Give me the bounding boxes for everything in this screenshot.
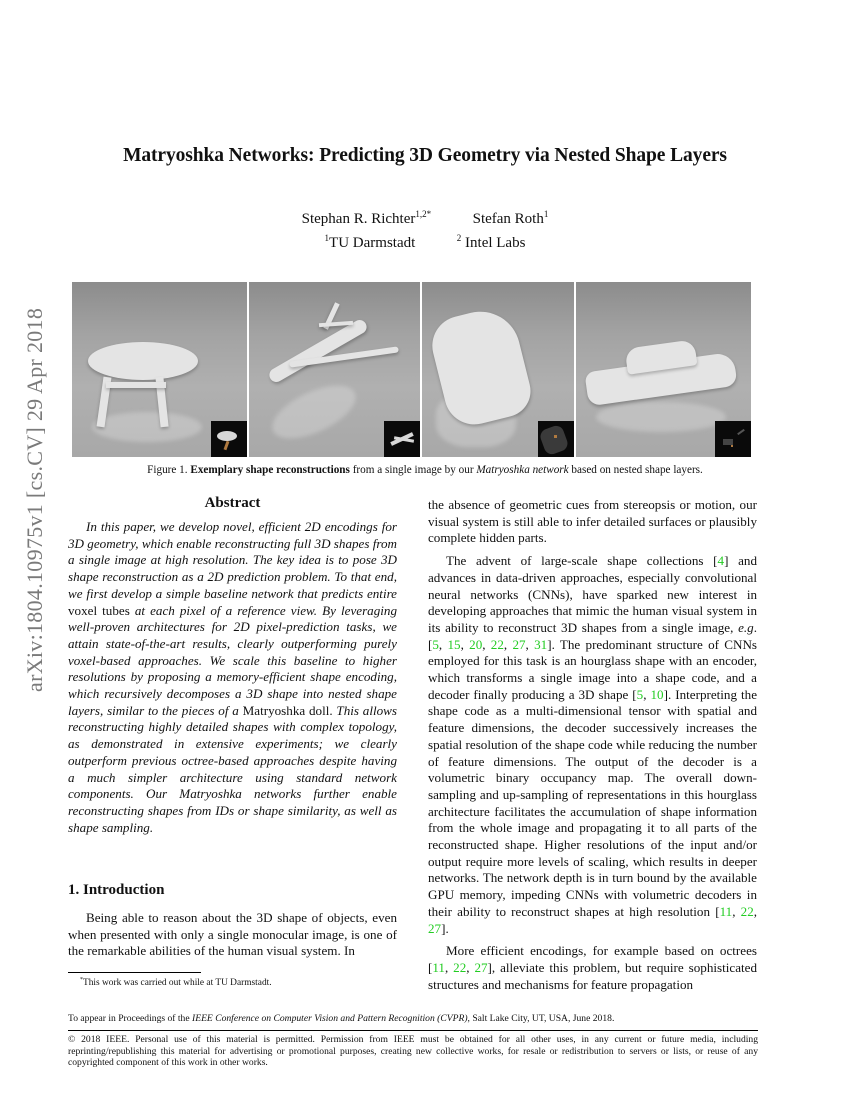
caption-label: Figure 1. [147, 464, 191, 476]
input-image-thumbnail [211, 421, 247, 457]
intro-paragraph: Being able to reason about the 3D shape of objects, even when presented with only a single monocular image, is one of the remarkable abilities of the human visual system. In [68, 910, 397, 959]
caption-text: based on nested shape layers. [568, 464, 703, 476]
citation-link[interactable]: 5 [636, 686, 644, 702]
figure-panel-sedan [576, 282, 751, 457]
text: e.g [738, 619, 754, 635]
text: , Salt Lake City, UT, USA, June 2018. [467, 1013, 615, 1024]
abstract-body [68, 519, 397, 836]
citation-link[interactable]: 10 [650, 686, 664, 702]
copyright-notice: © 2018 IEEE. Personal use of this material is permitted. Permission from IEEE must be obtained for all other uses, in any current or future media, including reprinting/republishing this material for advertising or promotional purposes, creating new collective works, for resale or redistribution to servers or lists, or reuse of any copyrighted component of this work in other works. [68, 1034, 758, 1069]
citation-link[interactable]: 4 [717, 553, 725, 569]
text: . [ [428, 619, 757, 652]
author-affiliation-mark: 1,2* [415, 209, 432, 219]
citation-link[interactable]: 27 [512, 636, 526, 652]
citation-link[interactable]: 11 [719, 903, 733, 919]
text: ]. The predominant structure of CNNs employed for this task is an hourglass shape with an encoder, which transforms a single image into a shape code, and a decoder finally producing a 3D shape [ [428, 636, 758, 702]
text: More efficient encodings, for example based on octrees [ [428, 943, 757, 975]
paper-title: Matryoshka Networks: Predicting 3D Geometry via Nested Shape Layers [123, 145, 727, 166]
citation-link[interactable]: 11 [432, 959, 445, 975]
citation-link[interactable]: 27 [474, 959, 488, 975]
introduction-heading: 1. Introduction [68, 882, 165, 898]
introduction-left-column [68, 910, 397, 960]
affiliation-mark: 1 [324, 233, 330, 243]
arxiv-stamp: arXiv:1804.10975v1 [cs.CV] 29 Apr 2018 [22, 307, 47, 692]
affiliation: TU Darmstadt [329, 235, 416, 251]
caption-italic: Matryoshka network [476, 464, 569, 476]
citation-link[interactable]: 22 [453, 959, 467, 975]
table-render [88, 342, 198, 380]
footnote [80, 977, 272, 988]
caption-text: from a single image by our [349, 464, 477, 476]
introduction-right-column [428, 497, 757, 993]
venue-name: IEEE Conference on Computer Vision and Pattern Recognition (CVPR) [192, 1013, 468, 1024]
abstract-text-upright: voxel tubes [68, 602, 130, 618]
intro-paragraph: the absence of geometric cues from stereopsis or motion, our visual system is still able to infer detailed surfaces or plausibly complete hidden parts. [428, 497, 757, 546]
text: To appear in Proceedings of the [68, 1013, 193, 1024]
affiliation-mark: 2 [456, 233, 462, 243]
figure-panel-airplane [249, 282, 420, 457]
citation-link[interactable]: 20 [469, 636, 483, 652]
text: ] and advances in data-driven approaches, especially convolutional neural networks (CNNs), have sparked new interest in developing approaches that mimic the human visual system in its ability to reconstruct 3D shapes from a single image, [428, 553, 757, 635]
input-image-thumbnail [384, 421, 420, 457]
intro-paragraph: The advent of large-scale shape collections [4] and advances in data-driven approaches, especially convolutional neural networks (CNNs), have sparked new interest in developing approaches that mimic the human visual system in its ability to reconstruct 3D shapes from a single image, e.g. [5, 15, 20, 22, 27, 31]. The predominant structure of CNNs employed for this task is an hourglass shape with an encoder, which transforms a single image into a shape code, and a decoder finally producing a 3D shape [5, 10]. Interpreting the shape code as a multi-dimensional tensor with spatial and feature dimensions, the decoder successively increases the spatial resolution of the shape code while reducing the number of feature dimensions. The output of the decoder is a volumetric binary occupancy map. The overall down-sampling and up-sampling of representations in this hourglass architecture facilitates the accumulation of shape information from the whole image and propagating it to all parts of the reconstructed shape. Higher resolutions of the input and/or output require more levels of scaling, which results in deeper networks. The network depth is in turn bound by the available GPU memory, impeding CNNs with volumetric decoders in their ability to reconstruct shapes at high resolution [11, 22, 27]. [428, 553, 758, 936]
figure-1-caption [0, 464, 850, 476]
footnote-text: This work was carried out while at TU Darmstadt. [83, 978, 272, 989]
copyright-rule [68, 1030, 758, 1031]
abstract-text: In this paper, we develop novel, efficient 2D encodings for 3D geometry, which enable reconstructing full 3D shapes from a single image at high resolution. The key idea is to pose 3D shape reconstruction as a 2D prediction problem. To that end, we first develop a simple baseline network that predicts entire [68, 519, 397, 601]
abstract-text: at each pixel of a reference view. By leveraging well-proven architectures for 2D pixel-prediction tasks, we attain state-of-the-art results, clearly outperforming purely voxel-based approaches. We scale this baseline to higher resolutions by proposing a memory-efficient shape encoding, which recursively decomposes a 3D shape into nested shape layers, similar to the pieces of a [68, 602, 397, 718]
citation-link[interactable]: 22 [740, 903, 754, 919]
citation-link[interactable]: 27 [428, 920, 442, 936]
intro-paragraph: More efficient encodings, for example based on octrees [11, 22, 27], alleviate this problem, but require sophisticated structures and mechanisms for feature propagation [428, 943, 757, 992]
figure-1 [72, 282, 751, 457]
footnote-rule [68, 972, 201, 973]
footnote-mark: * [80, 977, 83, 983]
text: ], alleviate this problem, but require sophisticated structures and mechanisms for feature propagation [428, 959, 757, 992]
figure-panel-hatchback [422, 282, 574, 457]
airplane-render [267, 317, 369, 384]
author-name: Stefan Roth [472, 211, 544, 227]
citation-link[interactable]: 31 [534, 636, 548, 652]
input-image-thumbnail [538, 421, 574, 457]
input-image-thumbnail [715, 421, 751, 457]
text: The advent of large-scale shape collections [ [446, 553, 718, 569]
figure-panel-table [72, 282, 247, 457]
citation-link[interactable]: 22 [490, 636, 504, 652]
author-block [0, 207, 850, 255]
author-name: Stephan R. Richter [301, 211, 416, 227]
abstract-heading: Abstract [204, 495, 261, 511]
abstract-text: This allows reconstructing highly detailed shapes with complex topology, as demonstrated in extensive experiments; we clearly outperform previous octree-based approaches despite having a much simpler architecture using standard network components. Our Matryoshka networks further enable reconstructing shapes from IDs or shape similarity, as well as shape sampling. [68, 702, 397, 835]
affiliation: Intel Labs [461, 235, 526, 251]
text: ]. Interpreting the shape code as a multi-dimensional tensor with spatial and feature dimensions, the decoder successively increases the spatial resolution of the shape code while reducing the number of feature dimensions. The output of the decoder is a volumetric binary occupancy map. The overall down-sampling and up-sampling of representations in this hourglass architecture facilitates the accumulation of shape information from the whole image and propagating it to all parts of the reconstructed shape. Higher resolutions of the input and/or output require more levels of scaling, which results in deeper networks. The network depth is in turn bound by the available GPU memory, impeding CNNs with volumetric decoders in their ability to reconstruct shapes at high resolution [ [428, 686, 758, 919]
author-affiliation-mark: 1 [543, 209, 549, 219]
caption-bold: Exemplary shape reconstructions [190, 464, 350, 476]
abstract-text-upright: Matryoshka doll. [242, 702, 333, 718]
text: ]. [441, 920, 449, 936]
venue-note [68, 1013, 614, 1024]
citation-link[interactable]: 15 [447, 636, 461, 652]
citation-link[interactable]: 5 [432, 636, 439, 652]
